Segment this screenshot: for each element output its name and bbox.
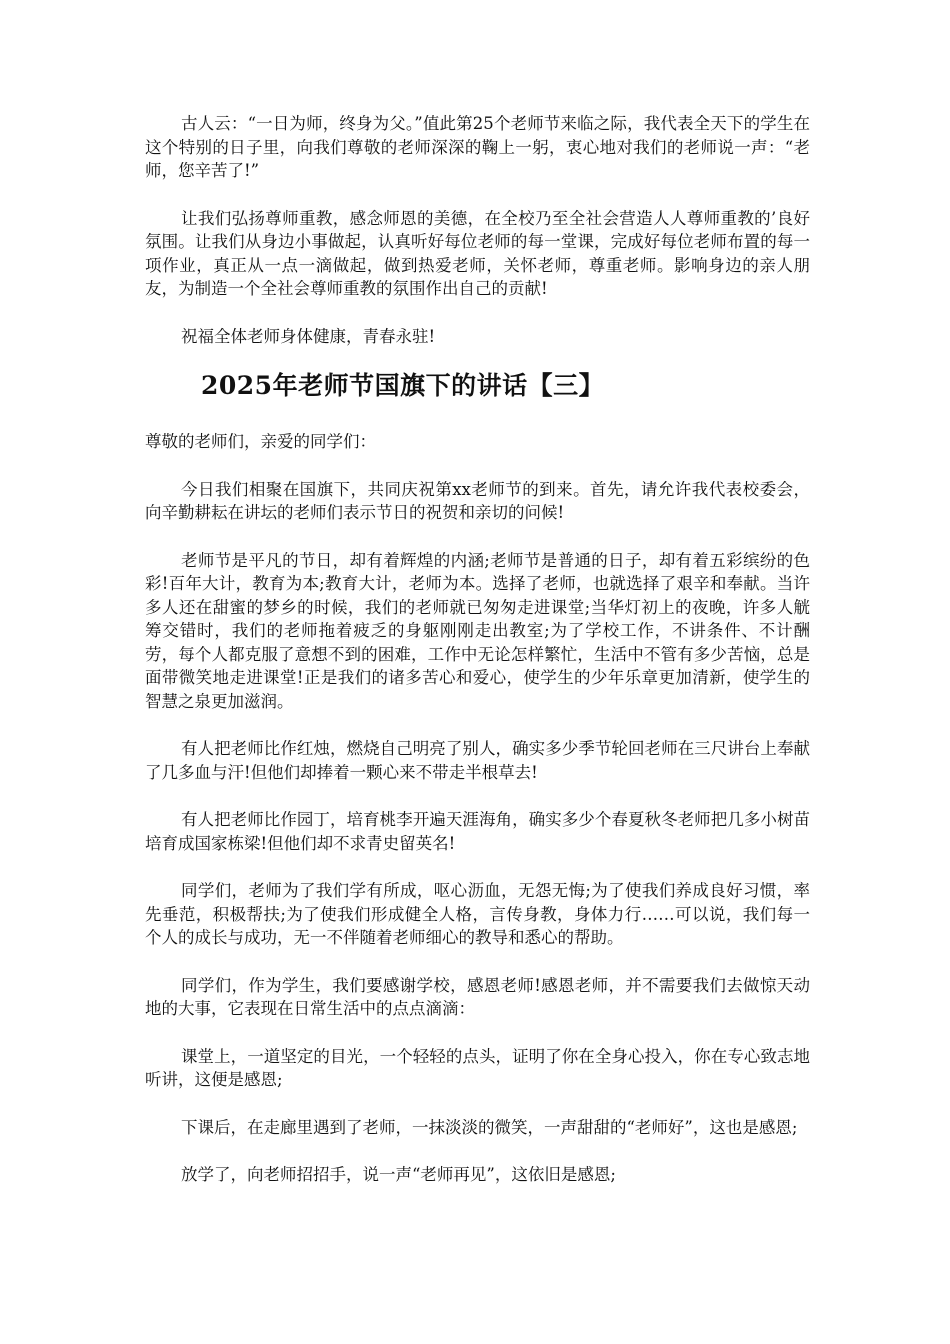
greeting: 尊敬的老师们，亲爱的同学们： <box>145 432 376 451</box>
body-paragraph-6: 同学们，作为学生，我们要感谢学校，感恩老师!感恩老师，并不需要我们去做惊天动地的大事，它表现在日常生活中的点点滴滴： <box>145 975 810 1018</box>
document-content <box>145 112 810 1211</box>
body-paragraph-7: 课堂上，一道坚定的目光，一个轻轻的点头，证明了你在全身心投入，你在专心致志地听讲，这便是感恩; <box>145 1046 810 1089</box>
body-paragraph-5: 同学们，老师为了我们学有所成，呕心沥血，无怨无悔;为了使我们养成良好习惯，率先垂范，积极帮扶;为了使我们形成健全人格，言传身教，身体力行……可以说，我们每一个人的成长与成功，无一不伴随着老师细心的教导和悉心的帮助。 <box>145 881 810 947</box>
body-paragraph-4: 有人把老师比作园丁，培育桃李开遍天涯海角，确实多少个春夏秋冬老师把几多小树苗培育成国家栋梁!但他们却不求青史留英名! <box>145 810 810 853</box>
body-paragraph-1: 今日我们相聚在国旗下，共同庆祝第xx老师节的到来。首先，请允许我代表校委会，向辛勤耕耘在讲坛的老师们表示节日的祝贺和亲切的问候! <box>145 479 810 522</box>
body-paragraph-9: 放学了，向老师招招手，说一声“老师再见”，这依旧是感恩; <box>181 1165 616 1184</box>
intro-paragraph-3: 祝福全体老师身体健康，青春永驻! <box>181 326 436 346</box>
intro-paragraph-2: 让我们弘扬尊师重教，感念师恩的美德，在全校乃至全社会营造人人尊师重教的’良好氛围。让我们从身边小事做起，认真听好每位老师的每一堂课，完成好每位老师布置的每一项作业，真正从一点一滴做起，做到热爱老师，关怀老师，尊重老师。影响身边的亲人朋友，为制造一个全社会尊师重教的氛围作出自己的贡献! <box>145 208 810 298</box>
body-paragraph-3: 有人把老师比作红烛，燃烧自己明亮了别人，确实多少季节轮回老师在三尺讲台上奉献了几多血与汗!但他们却捧着一颗心来不带走半根草去! <box>145 739 810 782</box>
body-paragraph-2: 老师节是平凡的节日，却有着辉煌的内涵;老师节是普通的日子，却有着五彩缤纷的色彩!百年大计，教育为本;教育大计，老师为本。选择了老师，也就选择了艰辛和奉献。当许多人还在甜蜜的梦乡的时候，我们的老师就已匆匆走进课堂;当华灯初上的夜晚，许多人觥筹交错时，我们的老师拖着疲乏的身躯刚刚走出教室;为了学校工作，不讲条件、不计酬劳，每个人都克服了意想不到的困难，工作中无论怎样繁忙，生活中不管有多少苦恼，总是面带微笑地走进课堂!正是我们的诸多苦心和爱心，使学生的少年乐章更加清新，使学生的智慧之泉更加滋润。 <box>145 550 810 711</box>
intro-paragraph-1: 古人云：“一日为师，终身为父。”值此第25个老师节来临之际，我代表全天下的学生在这个特别的日子里，向我们尊敬的老师深深的鞠上一躬，衷心地对我们的老师说一声：“老师，您辛苦了!” <box>145 114 810 180</box>
section-title: 2025年老师节国旗下的讲话【三】 <box>201 371 605 400</box>
body-paragraph-8: 下课后，在走廊里遇到了老师，一抹淡淡的微笑，一声甜甜的“老师好”，这也是感恩; <box>181 1117 798 1137</box>
